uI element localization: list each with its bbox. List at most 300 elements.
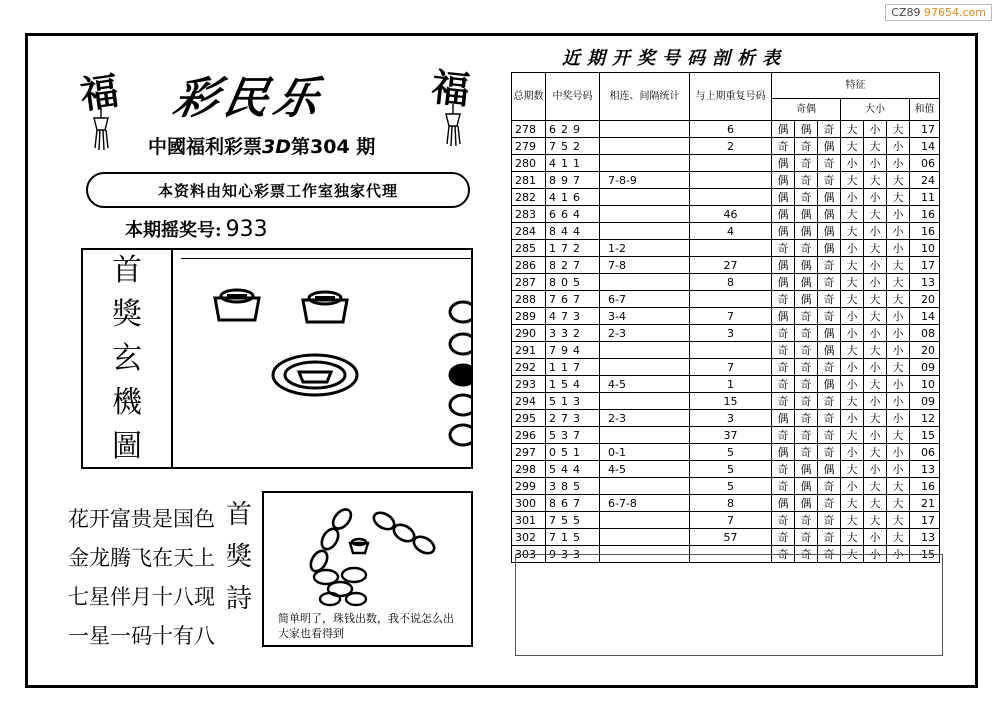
mystery-title-char: 圖	[112, 428, 142, 464]
draw-number: 933	[225, 217, 268, 242]
cell-odd-even: 偶	[772, 223, 795, 240]
gold-ingot-icon	[350, 539, 368, 553]
table-row	[512, 529, 940, 546]
cell-big-small: 大	[887, 478, 910, 495]
hint-picture-box	[262, 491, 473, 647]
cell-big-small: 小	[887, 410, 910, 427]
cell-relation: 7-8-9	[600, 172, 690, 189]
cell-odd-even: 奇	[795, 325, 818, 342]
cell-issue: 284	[512, 223, 546, 240]
cell-odd-even: 奇	[818, 495, 841, 512]
cell-number: 664	[546, 206, 600, 223]
prize-poem	[68, 500, 215, 656]
cell-relation: 3-4	[600, 308, 690, 325]
cell-number: 537	[546, 427, 600, 444]
poem-title	[226, 494, 256, 620]
cell-relation	[600, 155, 690, 172]
cell-repeat: 5	[690, 478, 772, 495]
cell-odd-even: 奇	[818, 274, 841, 291]
cell-odd-even: 奇	[795, 512, 818, 529]
table-row	[512, 342, 940, 359]
table-row	[512, 121, 940, 138]
cell-odd-even: 偶	[772, 121, 795, 138]
cell-number: 385	[546, 478, 600, 495]
cell-sum: 10	[910, 376, 940, 393]
issue-line	[148, 132, 375, 159]
cell-odd-even: 奇	[818, 512, 841, 529]
cell-big-small: 小	[841, 478, 864, 495]
cell-odd-even: 奇	[795, 410, 818, 427]
cell-odd-even: 偶	[795, 257, 818, 274]
table-row	[512, 274, 940, 291]
cell-number: 544	[546, 461, 600, 478]
cell-repeat: 27	[690, 257, 772, 274]
cell-sum: 16	[910, 206, 940, 223]
cell-big-small: 大	[887, 274, 910, 291]
cell-odd-even: 奇	[795, 172, 818, 189]
cell-odd-even: 奇	[772, 393, 795, 410]
cell-odd-even: 奇	[772, 512, 795, 529]
cell-odd-even: 奇	[818, 478, 841, 495]
cell-odd-even: 奇	[795, 359, 818, 376]
cell-sum: 13	[910, 274, 940, 291]
cell-big-small: 大	[864, 512, 887, 529]
cell-odd-even: 偶	[772, 189, 795, 206]
cell-odd-even: 奇	[818, 410, 841, 427]
cell-big-small: 大	[841, 512, 864, 529]
cell-odd-even: 奇	[818, 257, 841, 274]
cell-sum: 14	[910, 138, 940, 155]
cell-sum: 08	[910, 325, 940, 342]
cell-number: 752	[546, 138, 600, 155]
site-watermark	[885, 4, 992, 21]
cell-number: 767	[546, 291, 600, 308]
cell-relation	[600, 478, 690, 495]
table-row	[512, 291, 940, 308]
issue-number: 第304 期	[291, 136, 376, 158]
cell-relation: 2-3	[600, 325, 690, 342]
cell-odd-even: 奇	[795, 308, 818, 325]
lottery-name: 中國福利彩票	[148, 136, 263, 158]
cell-big-small: 大	[864, 206, 887, 223]
bead-chain-icon	[307, 506, 437, 574]
cell-odd-even: 奇	[818, 427, 841, 444]
cell-odd-even: 偶	[795, 206, 818, 223]
cell-sum: 16	[910, 478, 940, 495]
cell-big-small: 小	[864, 223, 887, 240]
cell-big-small: 大	[887, 359, 910, 376]
cell-repeat: 5	[690, 461, 772, 478]
cell-repeat	[690, 342, 772, 359]
col-header-number: 中奖号码	[546, 73, 600, 121]
coin-cluster-icon	[314, 568, 366, 605]
cell-big-small: 大	[841, 223, 864, 240]
cell-odd-even: 奇	[772, 138, 795, 155]
cell-odd-even: 偶	[818, 240, 841, 257]
cell-number: 794	[546, 342, 600, 359]
cell-odd-even: 偶	[795, 478, 818, 495]
cell-relation	[600, 189, 690, 206]
cell-big-small: 小	[841, 155, 864, 172]
hint-caption: 简单明了，珠钱出数，我不说怎么出大家也看得到	[278, 612, 454, 640]
cell-big-small: 大	[864, 410, 887, 427]
cell-issue: 293	[512, 376, 546, 393]
cell-repeat: 57	[690, 529, 772, 546]
cell-odd-even: 偶	[772, 172, 795, 189]
col-header-relation: 相连、间隔统计	[600, 73, 690, 121]
cell-big-small: 大	[841, 546, 864, 563]
table-row	[512, 495, 940, 512]
cell-big-small: 大	[887, 512, 910, 529]
cell-big-small: 大	[887, 257, 910, 274]
cell-big-small: 小	[864, 257, 887, 274]
cell-issue: 291	[512, 342, 546, 359]
cell-big-small: 大	[864, 138, 887, 155]
cell-odd-even: 偶	[818, 206, 841, 223]
cell-relation: 7-8	[600, 257, 690, 274]
cell-odd-even: 奇	[818, 155, 841, 172]
cell-odd-even: 偶	[795, 495, 818, 512]
col-header-sum: 和值	[910, 99, 940, 121]
cell-relation	[600, 121, 690, 138]
table-row	[512, 206, 940, 223]
cell-issue: 299	[512, 478, 546, 495]
mystery-chart-title	[83, 250, 173, 467]
cell-odd-even: 偶	[795, 461, 818, 478]
cell-odd-even: 偶	[795, 274, 818, 291]
cell-odd-even: 奇	[795, 240, 818, 257]
cell-big-small: 大	[841, 257, 864, 274]
cell-big-small: 小	[841, 376, 864, 393]
cell-odd-even: 奇	[772, 325, 795, 342]
fu-character-right: 福	[429, 64, 472, 113]
cell-issue: 296	[512, 427, 546, 444]
cell-odd-even: 奇	[772, 376, 795, 393]
table-header-row	[512, 73, 940, 99]
cell-odd-even: 奇	[772, 529, 795, 546]
cell-number: 867	[546, 495, 600, 512]
cell-odd-even: 奇	[795, 444, 818, 461]
cell-relation	[600, 206, 690, 223]
cell-big-small: 大	[841, 206, 864, 223]
cell-big-small: 大	[841, 274, 864, 291]
tassel-right-icon	[440, 104, 466, 146]
cell-big-small: 大	[887, 427, 910, 444]
cell-number: 117	[546, 359, 600, 376]
cell-big-small: 小	[887, 393, 910, 410]
cell-odd-even: 奇	[772, 427, 795, 444]
cell-relation: 4-5	[600, 461, 690, 478]
col-header-big-small: 大小	[841, 99, 910, 121]
cell-odd-even: 奇	[772, 359, 795, 376]
poem-line: 金龙腾飞在天上	[68, 546, 215, 570]
cell-repeat: 6	[690, 121, 772, 138]
cell-repeat: 3	[690, 410, 772, 427]
cell-big-small: 大	[841, 529, 864, 546]
cell-number: 629	[546, 121, 600, 138]
table-row	[512, 223, 940, 240]
mystery-title-char: 首	[112, 252, 142, 288]
cell-relation: 0-1	[600, 444, 690, 461]
cell-big-small: 小	[887, 461, 910, 478]
cell-repeat: 7	[690, 512, 772, 529]
cell-sum: 17	[910, 121, 940, 138]
cell-number: 933	[546, 546, 600, 563]
cell-relation	[600, 274, 690, 291]
agency-banner: 本资料由知心彩票工作室独家代理	[86, 172, 470, 208]
cell-odd-even: 奇	[818, 444, 841, 461]
col-header-odd-even: 奇偶	[772, 99, 841, 121]
cell-repeat: 8	[690, 495, 772, 512]
poem-title-char: 獎	[226, 542, 253, 572]
cell-odd-even: 偶	[772, 410, 795, 427]
cell-relation: 4-5	[600, 376, 690, 393]
cell-odd-even: 奇	[795, 376, 818, 393]
cell-relation: 2-3	[600, 410, 690, 427]
cell-relation: 6-7-8	[600, 495, 690, 512]
cell-relation	[600, 138, 690, 155]
cell-issue: 300	[512, 495, 546, 512]
cell-big-small: 小	[841, 410, 864, 427]
cell-repeat	[690, 155, 772, 172]
cell-big-small: 大	[841, 427, 864, 444]
table-row	[512, 189, 940, 206]
col-header-features: 特征	[772, 73, 940, 99]
cell-odd-even: 偶	[772, 155, 795, 172]
table-row	[512, 359, 940, 376]
poem-line: 一星一码十有八	[68, 624, 215, 648]
cell-big-small: 大	[887, 189, 910, 206]
cell-big-small: 小	[887, 308, 910, 325]
cell-big-small: 大	[864, 495, 887, 512]
cell-big-small: 大	[841, 291, 864, 308]
cell-sum: 14	[910, 308, 940, 325]
cell-big-small: 大	[864, 240, 887, 257]
table-row	[512, 444, 940, 461]
cell-number: 827	[546, 257, 600, 274]
table-row	[512, 427, 940, 444]
gold-ingot-icon	[215, 290, 259, 320]
cell-repeat	[690, 172, 772, 189]
cell-big-small: 小	[841, 325, 864, 342]
cell-issue: 288	[512, 291, 546, 308]
game-name: 3D	[262, 136, 292, 158]
cell-big-small: 小	[887, 444, 910, 461]
cell-repeat	[690, 291, 772, 308]
cell-big-small: 大	[841, 495, 864, 512]
mystery-drawing	[175, 250, 471, 467]
cell-big-small: 大	[841, 138, 864, 155]
empty-notes-box	[515, 554, 943, 656]
cell-big-small: 小	[887, 325, 910, 342]
table-row	[512, 172, 940, 189]
cell-issue: 286	[512, 257, 546, 274]
table-row	[512, 138, 940, 155]
col-header-repeat: 与上期重复号码	[690, 73, 772, 121]
cell-sum: 06	[910, 155, 940, 172]
cell-big-small: 小	[841, 308, 864, 325]
cell-odd-even: 奇	[818, 359, 841, 376]
cell-odd-even: 偶	[772, 308, 795, 325]
cell-repeat: 7	[690, 359, 772, 376]
cell-big-small: 小	[864, 393, 887, 410]
cell-odd-even: 偶	[818, 189, 841, 206]
cell-big-small: 小	[864, 274, 887, 291]
cell-big-small: 小	[864, 155, 887, 172]
table-row	[512, 512, 940, 529]
mystery-title-char: 玄	[112, 340, 142, 376]
cell-relation	[600, 393, 690, 410]
cell-big-small: 小	[887, 155, 910, 172]
cell-issue: 290	[512, 325, 546, 342]
cell-big-small: 小	[887, 223, 910, 240]
cell-issue: 297	[512, 444, 546, 461]
poem-title-char: 首	[226, 500, 253, 530]
cell-repeat: 7	[690, 308, 772, 325]
cell-issue: 282	[512, 189, 546, 206]
draw-analysis-table	[511, 72, 940, 563]
cell-odd-even: 奇	[795, 393, 818, 410]
watermark-prefix: CZ89	[891, 6, 921, 19]
cell-odd-even: 偶	[818, 376, 841, 393]
cell-sum: 13	[910, 529, 940, 546]
cell-big-small: 小	[887, 342, 910, 359]
tassel-left-icon	[88, 108, 114, 150]
cell-sum: 17	[910, 512, 940, 529]
poem-line: 花开富贵是国色	[68, 507, 215, 531]
cell-big-small: 小	[841, 189, 864, 206]
cell-sum: 21	[910, 495, 940, 512]
cell-issue: 301	[512, 512, 546, 529]
cell-relation: 1-2	[600, 240, 690, 257]
cell-big-small: 大	[864, 478, 887, 495]
cell-sum: 24	[910, 172, 940, 189]
cell-big-small: 大	[841, 461, 864, 478]
cell-issue: 295	[512, 410, 546, 427]
hint-drawing	[264, 493, 471, 611]
cell-issue: 294	[512, 393, 546, 410]
cell-odd-even: 偶	[795, 223, 818, 240]
cell-odd-even: 奇	[818, 121, 841, 138]
cell-issue: 287	[512, 274, 546, 291]
cell-big-small: 大	[864, 342, 887, 359]
cell-issue: 279	[512, 138, 546, 155]
cell-big-small: 小	[864, 427, 887, 444]
cell-sum: 09	[910, 359, 940, 376]
cell-odd-even: 奇	[795, 138, 818, 155]
table-row	[512, 461, 940, 478]
cell-odd-even: 偶	[795, 121, 818, 138]
cell-big-small: 大	[864, 308, 887, 325]
cell-big-small: 大	[841, 393, 864, 410]
cell-sum: 13	[910, 461, 940, 478]
table-row	[512, 308, 940, 325]
table-row	[512, 257, 940, 274]
cell-repeat: 2	[690, 138, 772, 155]
cell-odd-even: 奇	[772, 342, 795, 359]
cell-big-small: 小	[864, 359, 887, 376]
cell-odd-even: 奇	[795, 427, 818, 444]
cell-odd-even: 奇	[818, 172, 841, 189]
cell-repeat: 1	[690, 376, 772, 393]
cell-sum: 11	[910, 189, 940, 206]
cell-odd-even: 奇	[795, 155, 818, 172]
cell-number: 513	[546, 393, 600, 410]
cell-odd-even: 奇	[772, 291, 795, 308]
cell-odd-even: 偶	[772, 444, 795, 461]
cell-big-small: 大	[841, 342, 864, 359]
cell-big-small: 大	[864, 376, 887, 393]
draw-result	[125, 216, 268, 242]
cell-number: 473	[546, 308, 600, 325]
cell-sum: 20	[910, 342, 940, 359]
cell-big-small: 大	[864, 172, 887, 189]
cell-sum: 16	[910, 223, 940, 240]
cell-number: 332	[546, 325, 600, 342]
cell-repeat: 3	[690, 325, 772, 342]
bead-chain-icon	[450, 302, 471, 445]
table-row	[512, 376, 940, 393]
cell-big-small: 小	[864, 546, 887, 563]
cell-relation	[600, 342, 690, 359]
cell-relation	[600, 529, 690, 546]
cell-repeat: 5	[690, 444, 772, 461]
cell-sum: 10	[910, 240, 940, 257]
cell-relation	[600, 223, 690, 240]
cell-odd-even: 偶	[818, 325, 841, 342]
cell-big-small: 大	[841, 172, 864, 189]
cell-number: 755	[546, 512, 600, 529]
cell-odd-even: 奇	[795, 529, 818, 546]
cell-relation	[600, 512, 690, 529]
poem-title-char: 詩	[226, 584, 253, 614]
cell-odd-even: 偶	[772, 206, 795, 223]
cell-number: 805	[546, 274, 600, 291]
table-row	[512, 410, 940, 427]
prize-mystery-chart	[81, 248, 473, 469]
cell-sum: 17	[910, 257, 940, 274]
cell-big-small: 小	[864, 121, 887, 138]
cell-odd-even: 偶	[772, 274, 795, 291]
cell-big-small: 小	[887, 376, 910, 393]
cell-big-small: 大	[864, 291, 887, 308]
cell-odd-even: 奇	[818, 529, 841, 546]
table-row	[512, 393, 940, 410]
gold-ingot-icon	[303, 292, 347, 322]
cell-big-small: 大	[887, 291, 910, 308]
cell-odd-even: 奇	[772, 478, 795, 495]
cell-odd-even: 奇	[818, 308, 841, 325]
cell-big-small: 大	[887, 121, 910, 138]
cell-big-small: 小	[864, 325, 887, 342]
cell-number: 154	[546, 376, 600, 393]
cell-repeat	[690, 240, 772, 257]
cell-big-small: 小	[887, 240, 910, 257]
cell-odd-even: 奇	[772, 461, 795, 478]
cell-issue: 283	[512, 206, 546, 223]
cell-number: 273	[546, 410, 600, 427]
cell-issue: 278	[512, 121, 546, 138]
cell-number: 897	[546, 172, 600, 189]
cell-big-small: 小	[887, 206, 910, 223]
cell-issue: 280	[512, 155, 546, 172]
cell-issue: 298	[512, 461, 546, 478]
cell-number: 715	[546, 529, 600, 546]
cell-number: 416	[546, 189, 600, 206]
table-title: 近期开奖号码剖析表	[562, 48, 787, 69]
cell-repeat	[690, 189, 772, 206]
table-row	[512, 478, 940, 495]
